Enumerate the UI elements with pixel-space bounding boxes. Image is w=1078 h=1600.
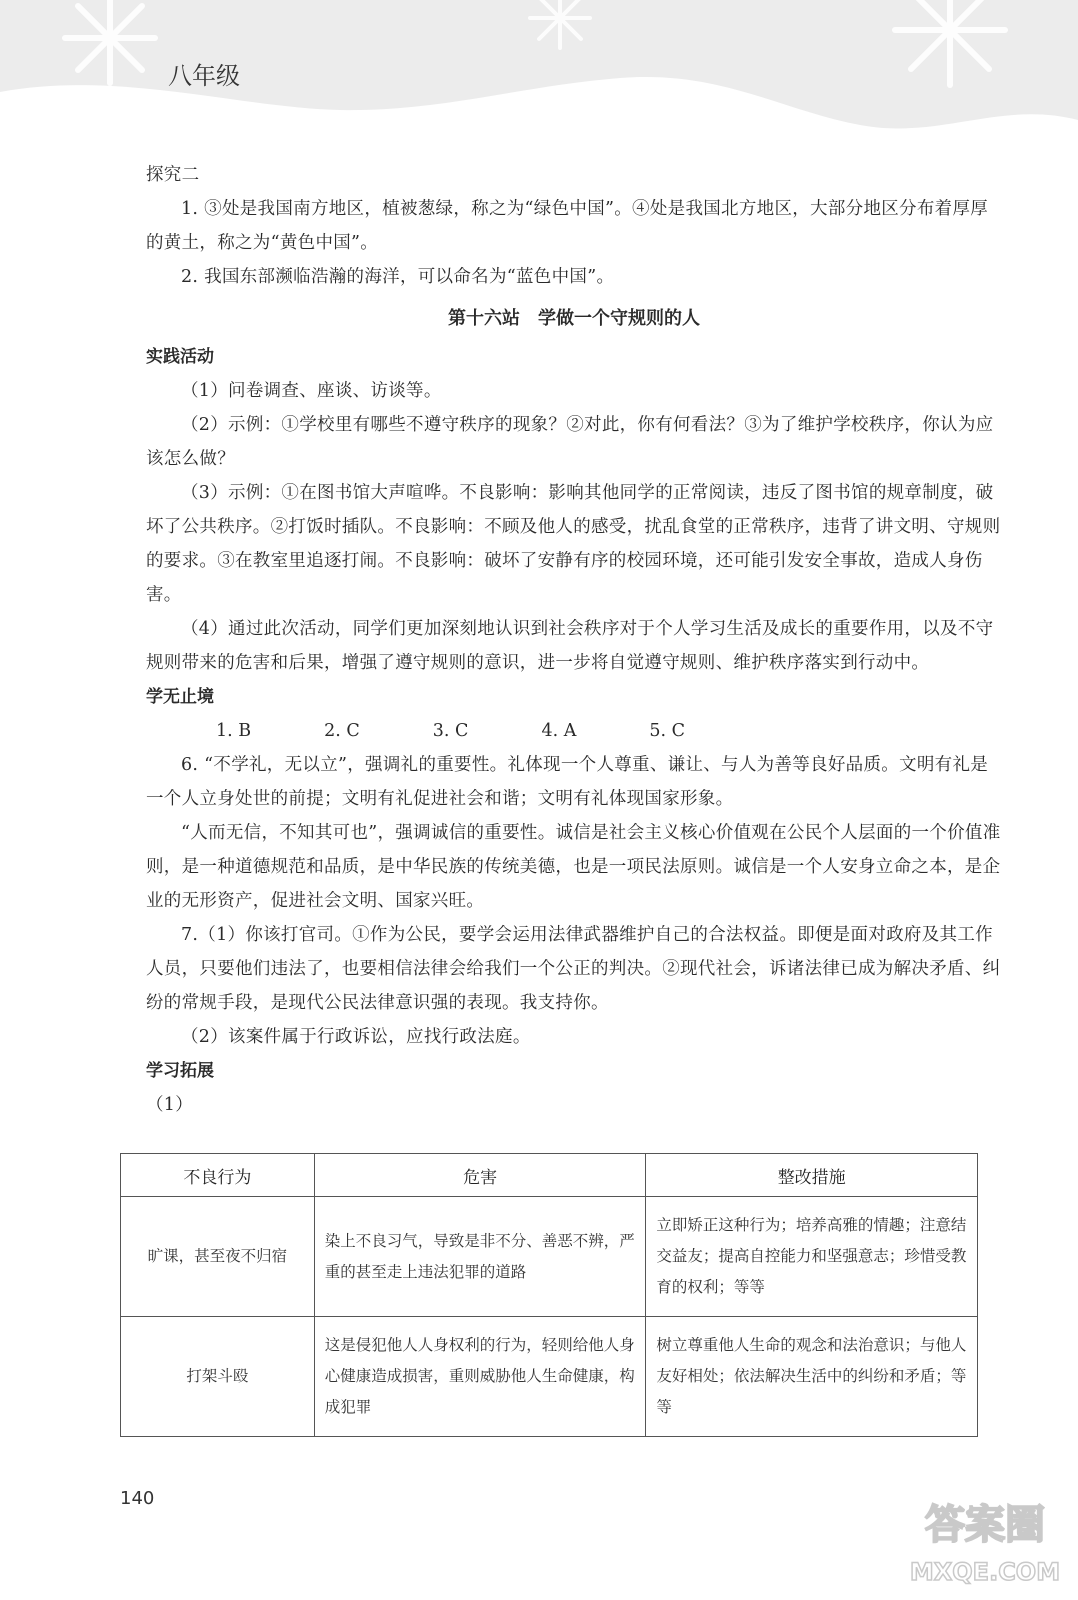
answer-6a: 6. “不学礼，无以立”，强调礼的重要性。礼体现一个人尊重、谦让、与人为善等良好品质。文明有礼是一个人立身处世的前提；文明有礼促进社会和谐；文明有礼体现国家形象。 (146, 755, 989, 809)
endless-heading: 学无止境 (146, 687, 214, 707)
mc-answer: 3. C (432, 721, 469, 741)
page-number: 140 (120, 1488, 155, 1509)
table-header: 整改措施 (646, 1154, 978, 1197)
header-decoration (0, 0, 1078, 140)
station-name: 学做一个守规则的人 (538, 308, 700, 329)
table-cell: 树立尊重他人生命的观念和法治意识；与他人友好相处；依法解决生活中的纠纷和矛盾；等等 (646, 1317, 978, 1437)
answer-7b: （2）该案件属于行政诉讼，应找行政法庭。 (181, 1027, 531, 1047)
answer-7a: 7.（1）你该打官司。①作为公民，要学会运用法律武器维护自己的合法权益。即便是面对政府及其工作人员，只要他们违法了，也要相信法律会给我们一个公正的判决。②现代社会，诉诸法律已成为解决矛盾、纠纷的常规手段，是现代公民法律意识强的表现。我支持你。 (146, 925, 1001, 1013)
table-cell: 这是侵犯他人人身权利的行为，轻则给他人身心健康造成损害，重则威胁他人生命健康，构成犯罪 (314, 1317, 646, 1437)
grade-label: 八年级 (168, 62, 240, 90)
mc-answer: 1. B (216, 721, 252, 741)
behavior-table (120, 1153, 978, 1437)
practice-item: （3）示例：①在图书馆大声喧哗。不良影响：影响其他同学的正常阅读，违反了图书馆的规章制度，破坏了公共秩序。②打饭时插队。不良影响：不顾及他人的感受，扰乱食堂的正常秩序，违背了讲文明、守规则的要求。③在教室里追逐打闹。不良影响：破坏了安静有序的校园环境，还可能引发安全事故，造成人身伤害。 (146, 483, 1001, 605)
table-row (121, 1317, 978, 1437)
table-row (121, 1197, 978, 1317)
table-cell: 打架斗殴 (121, 1317, 315, 1437)
table-cell: 染上不良习气，导致是非不分、善恶不辨，严重的甚至走上违法犯罪的道路 (314, 1197, 646, 1317)
table-header: 不良行为 (121, 1154, 315, 1197)
table-cell: 旷课，甚至夜不归宿 (121, 1197, 315, 1317)
multiple-choice-answers (146, 714, 1002, 748)
watermark-text-bottom: MXQE.COM (909, 1558, 1061, 1586)
practice-heading: 实践活动 (146, 347, 214, 367)
mc-answer: 2. C (324, 721, 360, 741)
station-title (146, 302, 1002, 336)
watermark-text-top: 答案圈 (925, 1502, 1045, 1548)
table-header: 危害 (314, 1154, 646, 1197)
mc-answer: 4. A (541, 721, 577, 741)
watermark-logo (900, 1480, 1070, 1595)
table-header-row (121, 1154, 978, 1197)
practice-item: （4）通过此次活动，同学们更加深刻地认识到社会秩序对于个人学习生活及成长的重要作用，以及不守规则带来的危害和后果，增强了遵守规则的意识，进一步将自觉遵守规则、维护秩序落实到行动中。 (146, 619, 994, 673)
practice-item: （2）示例：①学校里有哪些不遵守秩序的现象？②对此，你有何看法？③为了维护学校秩序，你认为应该怎么做？ (146, 415, 994, 469)
explore-answer-2: 2. 我国东部濒临浩瀚的海洋，可以命名为“蓝色中国”。 (181, 267, 615, 287)
explore-heading: 探究二 (146, 165, 200, 185)
expand-heading: 学习拓展 (146, 1061, 214, 1081)
table-cell: 立即矫正这种行为；培养高雅的情趣；注意结交益友；提高自控能力和坚强意志；珍惜受教育的权利；等等 (646, 1197, 978, 1317)
page-content (146, 158, 1002, 1122)
explore-answer-1: 1. ③处是我国南方地区，植被葱绿，称之为“绿色中国”。④处是我国北方地区，大部分地区分布着厚厚的黄土，称之为“黄色中国”。 (146, 199, 989, 253)
answer-6b: “人而无信，不知其可也”，强调诚信的重要性。诚信是社会主义核心价值观在公民个人层面的一个价值准则，是一种道德规范和品质，是中华民族的传统美德，也是一项民法原则。诚信是一个人安身立命之本，是企业的无形资产，促进社会文明、国家兴旺。 (146, 823, 1001, 911)
station-number: 第十六站 (448, 308, 520, 329)
mc-answer: 5. C (649, 721, 685, 741)
expand-label: （1） (146, 1095, 194, 1115)
practice-item: （1）问卷调查、座谈、访谈等。 (181, 381, 442, 401)
